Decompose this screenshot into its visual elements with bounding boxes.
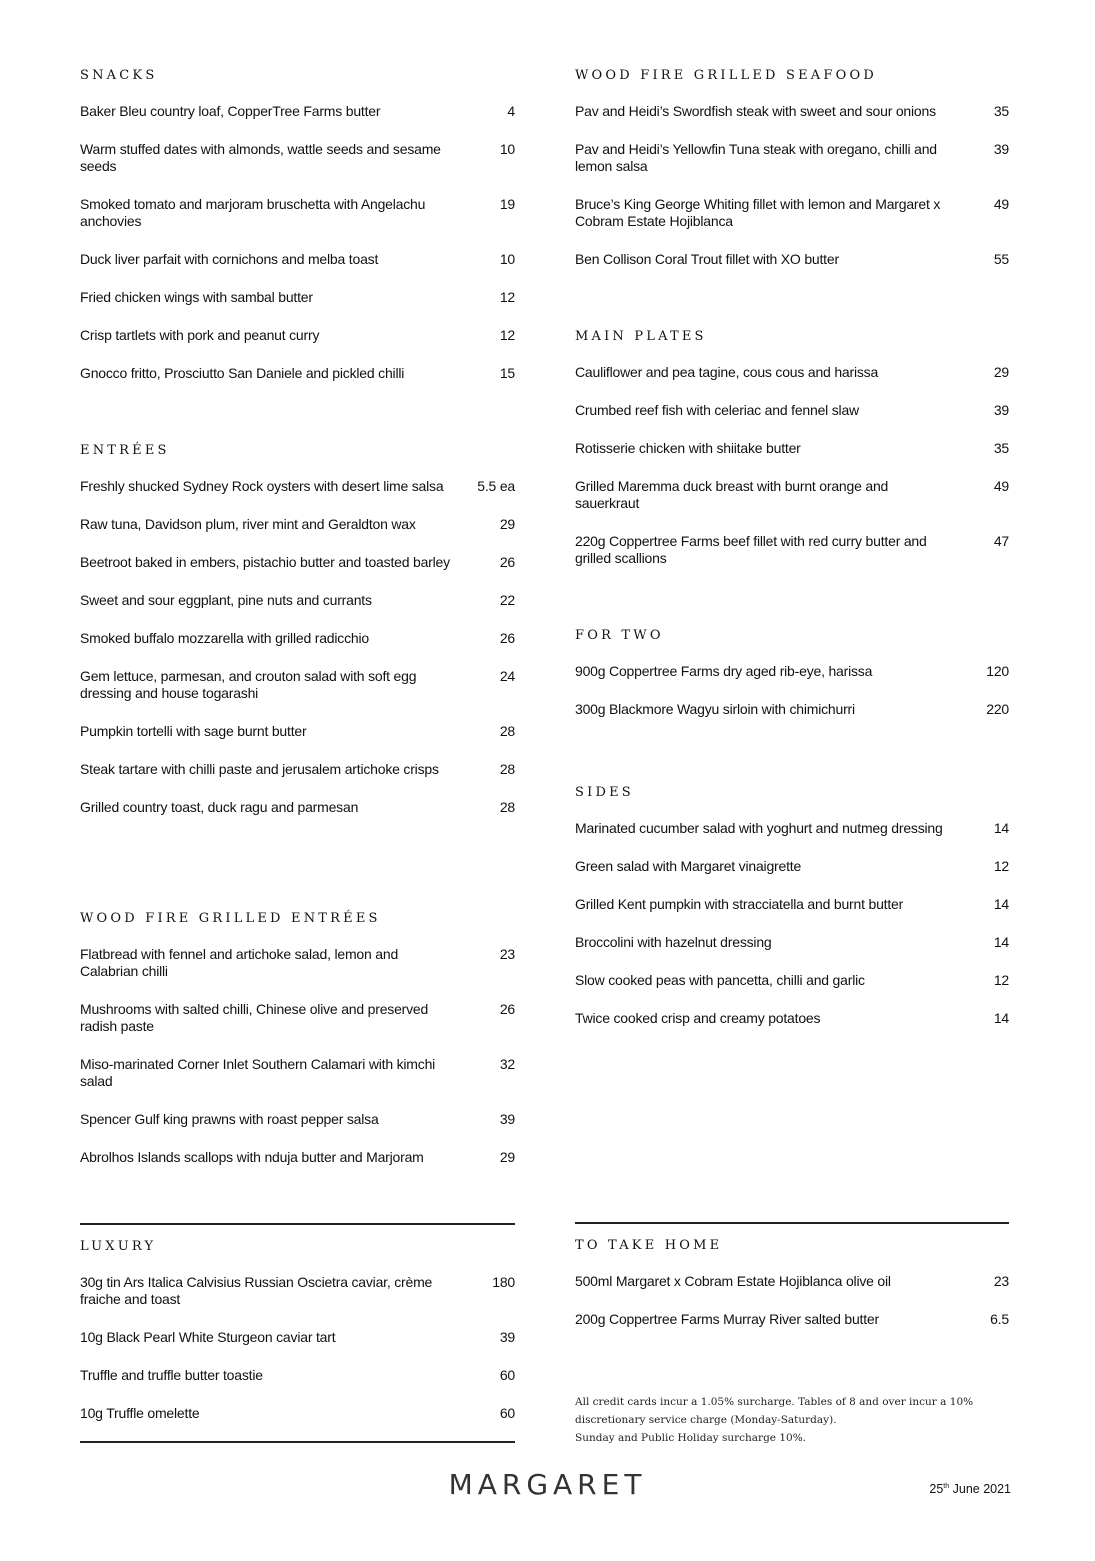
- menu-item: [575, 478, 1009, 512]
- menu-item: [80, 723, 515, 740]
- menu-item: [80, 1001, 515, 1035]
- menu-item: [80, 1329, 515, 1346]
- item-price: 19: [499, 196, 515, 212]
- menu-item: [80, 554, 515, 571]
- menu-item: [80, 1056, 515, 1090]
- menu-item: [80, 251, 515, 268]
- item-price: 29: [993, 364, 1009, 380]
- item-price: 26: [499, 554, 515, 570]
- menu-item: [80, 799, 515, 816]
- section-heading: WOOD FIRE GRILLED SEAFOOD: [575, 68, 877, 83]
- item-price: 14: [993, 1010, 1009, 1026]
- menu-item: [80, 630, 515, 647]
- item-price: 29: [499, 516, 515, 532]
- divider-rule: [575, 1222, 1009, 1224]
- item-name: Pumpkin tortelli with sage burnt butter: [80, 723, 307, 739]
- menu-date: [929, 1482, 1011, 1496]
- menu-item: [80, 1111, 515, 1128]
- item-price: 35: [993, 103, 1009, 119]
- section-entrees: [80, 442, 515, 837]
- item-name: 200g Coppertree Farms Murray River salted butter: [575, 1311, 879, 1327]
- item-price: 28: [499, 761, 515, 777]
- surcharge-note: [575, 1393, 995, 1447]
- menu-item: [575, 533, 1009, 567]
- item-price: 29: [499, 1149, 515, 1165]
- menu-items: [80, 103, 515, 382]
- section-heading: WOOD FIRE GRILLED ENTRÉES: [80, 911, 381, 926]
- menu-item: [80, 1405, 515, 1422]
- section-heading: FOR TWO: [575, 628, 664, 643]
- divider-rule: [80, 1223, 515, 1225]
- note-line: Sunday and Public Holiday surcharge 10%.: [575, 1432, 807, 1444]
- divider-rule: [80, 1441, 515, 1443]
- menu-items: [575, 364, 1009, 567]
- item-name: Abrolhos Islands scallops with nduja butter and Marjoram: [80, 1149, 424, 1165]
- menu-items: [80, 946, 515, 1166]
- date-rest: June 2021: [949, 1482, 1011, 1496]
- menu-item: [80, 103, 515, 120]
- item-name: Pav and Heidi’s Swordfish steak with sweet and sour onions: [575, 103, 936, 119]
- section-snacks: [80, 67, 515, 403]
- item-name: Cauliflower and pea tagine, cous cous and harissa: [575, 364, 879, 380]
- item-name: Gnocco fritto, Prosciutto San Daniele and pickled chilli: [80, 365, 405, 381]
- date-day: 25: [929, 1482, 944, 1496]
- item-price: 12: [499, 327, 515, 343]
- item-price: 60: [499, 1367, 515, 1383]
- section-heading: SNACKS: [80, 68, 158, 83]
- menu-item: [80, 365, 515, 382]
- menu-item: [575, 103, 1009, 120]
- menu-item: [80, 668, 515, 702]
- item-price: 22: [499, 592, 515, 608]
- item-name: Freshly shucked Sydney Rock oysters with desert lime salsa: [80, 478, 444, 494]
- item-name: Fried chicken wings with sambal butter: [80, 289, 313, 305]
- item-name: 300g Blackmore Wagyu sirloin with chimichurri: [575, 701, 855, 717]
- menu-item: [80, 478, 515, 495]
- menu-item: [575, 1010, 1009, 1027]
- menu-item: [575, 196, 1009, 230]
- menu-item: [575, 858, 1009, 875]
- menu-items: [80, 478, 515, 816]
- section-heading: TO TAKE HOME: [575, 1238, 723, 1253]
- section-luxury: [80, 1238, 515, 1443]
- item-price: 26: [499, 630, 515, 646]
- item-name: Gem lettuce, parmesan, and crouton salad with soft egg dressing and house togarashi: [80, 668, 417, 701]
- item-price: 12: [993, 858, 1009, 874]
- section-heading: SIDES: [575, 785, 634, 800]
- item-price: 28: [499, 723, 515, 739]
- item-name: Marinated cucumber salad with yoghurt and nutmeg dressing: [575, 820, 943, 836]
- item-price: 180: [492, 1274, 515, 1290]
- item-name: Raw tuna, Davidson plum, river mint and Geraldton wax: [80, 516, 416, 532]
- item-price: 14: [993, 820, 1009, 836]
- section-main-plates: [575, 328, 1009, 588]
- item-price: 14: [993, 934, 1009, 950]
- menu-item: [575, 1311, 1009, 1328]
- section-wood-fire-entrees: [80, 910, 515, 1187]
- item-price: 6.5: [990, 1311, 1009, 1327]
- menu-item: [80, 516, 515, 533]
- item-name: Beetroot baked in embers, pistachio butter and toasted barley: [80, 554, 450, 570]
- section-for-two: [575, 627, 1009, 739]
- menu-item: [80, 141, 515, 175]
- menu-item: [80, 592, 515, 609]
- section-sides: [575, 784, 1009, 1048]
- item-price: 15: [499, 365, 515, 381]
- item-price: 60: [499, 1405, 515, 1421]
- menu-item: [80, 761, 515, 778]
- item-price: 24: [499, 668, 515, 684]
- item-price: 28: [499, 799, 515, 815]
- item-name: 500ml Margaret x Cobram Estate Hojiblanca olive oil: [575, 1273, 891, 1289]
- item-name: Grilled country toast, duck ragu and parmesan: [80, 799, 359, 815]
- item-name: 220g Coppertree Farms beef fillet with red curry butter and grilled scallions: [575, 533, 927, 566]
- menu-item: [575, 701, 1009, 718]
- item-price: 10: [499, 251, 515, 267]
- item-name: Twice cooked crisp and creamy potatoes: [575, 1010, 821, 1026]
- menu-item: [575, 364, 1009, 381]
- item-name: Ben Collison Coral Trout fillet with XO butter: [575, 251, 839, 267]
- item-price: 39: [993, 402, 1009, 418]
- menu-item: [575, 820, 1009, 837]
- item-price: 14: [993, 896, 1009, 912]
- item-price: 39: [499, 1111, 515, 1127]
- item-price: 39: [993, 141, 1009, 157]
- note-line: All credit cards incur a 1.05% surcharge. Tables of 8 and over incur a 10%: [575, 1396, 974, 1408]
- menu-item: [575, 141, 1009, 175]
- item-name: Grilled Kent pumpkin with stracciatella and burnt butter: [575, 896, 904, 912]
- item-name: Pav and Heidi’s Yellowfin Tuna steak with oregano, chilli and lemon salsa: [575, 141, 937, 174]
- item-name: Crisp tartlets with pork and peanut curry: [80, 327, 320, 343]
- item-price: 12: [499, 289, 515, 305]
- item-name: 900g Coppertree Farms dry aged rib-eye, harissa: [575, 663, 873, 679]
- date-suffix: th: [943, 1482, 950, 1490]
- menu-items: [80, 1274, 515, 1422]
- menu-items: [575, 663, 1009, 718]
- item-name: Crumbed reef fish with celeriac and fennel slaw: [575, 402, 859, 418]
- item-name: Spencer Gulf king prawns with roast pepper salsa: [80, 1111, 379, 1127]
- brand-logo: MARGARET: [448, 1468, 647, 1501]
- item-name: Smoked buffalo mozzarella with grilled radicchio: [80, 630, 369, 646]
- section-heading: MAIN PLATES: [575, 329, 707, 344]
- section-take-home: [575, 1237, 1009, 1349]
- item-price: 26: [499, 1001, 515, 1017]
- item-price: 39: [499, 1329, 515, 1345]
- note-line: discretionary service charge (Monday-Saturday).: [575, 1414, 837, 1426]
- menu-items: [575, 103, 1009, 268]
- item-name: 10g Truffle omelette: [80, 1405, 200, 1421]
- item-price: 12: [993, 972, 1009, 988]
- menu-item: [80, 196, 515, 230]
- menu-item: [575, 896, 1009, 913]
- item-price: 49: [993, 478, 1009, 494]
- item-name: Flatbread with fennel and artichoke salad, lemon and Calabrian chilli: [80, 946, 399, 979]
- menu-item: [80, 946, 515, 980]
- item-name: Smoked tomato and marjoram bruschetta with Angelachu anchovies: [80, 196, 426, 229]
- item-name: 10g Black Pearl White Sturgeon caviar tart: [80, 1329, 336, 1345]
- menu-item: [575, 251, 1009, 268]
- menu-item: [575, 663, 1009, 680]
- item-price: 55: [993, 251, 1009, 267]
- menu-item: [80, 1274, 515, 1308]
- item-price: 10: [499, 141, 515, 157]
- item-price: 120: [986, 663, 1009, 679]
- item-price: 5.5 ea: [477, 478, 515, 494]
- item-name: Truffle and truffle butter toastie: [80, 1367, 263, 1383]
- item-name: Warm stuffed dates with almonds, wattle seeds and sesame seeds: [80, 141, 441, 174]
- item-price: 23: [499, 946, 515, 962]
- item-price: 32: [499, 1056, 515, 1072]
- menu-item: [575, 972, 1009, 989]
- item-name: Sweet and sour eggplant, pine nuts and currants: [80, 592, 372, 608]
- item-name: Baker Bleu country loaf, CopperTree Farms butter: [80, 103, 381, 119]
- item-price: 23: [993, 1273, 1009, 1289]
- item-name: Slow cooked peas with pancetta, chilli and garlic: [575, 972, 865, 988]
- menu-item: [575, 402, 1009, 419]
- item-name: Duck liver parfait with cornichons and melba toast: [80, 251, 379, 267]
- item-name: Rotisserie chicken with shiitake butter: [575, 440, 801, 456]
- item-name: Miso-marinated Corner Inlet Southern Calamari with kimchi salad: [80, 1056, 436, 1089]
- item-price: 4: [507, 103, 515, 119]
- item-price: 47: [993, 533, 1009, 549]
- item-price: 220: [986, 701, 1009, 717]
- menu-items: [575, 1273, 1009, 1328]
- menu-item: [575, 440, 1009, 457]
- item-name: Bruce’s King George Whiting fillet with lemon and Margaret x Cobram Estate Hojiblanca: [575, 196, 941, 229]
- item-price: 49: [993, 196, 1009, 212]
- menu-item: [80, 327, 515, 344]
- menu-item: [80, 289, 515, 306]
- menu-items: [575, 820, 1009, 1027]
- section-seafood: [575, 67, 1009, 289]
- menu-item: [575, 934, 1009, 951]
- item-price: 35: [993, 440, 1009, 456]
- item-name: Grilled Maremma duck breast with burnt orange and sauerkraut: [575, 478, 889, 511]
- item-name: Broccolini with hazelnut dressing: [575, 934, 772, 950]
- item-name: 30g tin Ars Italica Calvisius Russian Oscietra caviar, crème fraiche and toast: [80, 1274, 433, 1307]
- section-heading: ENTRÉES: [80, 443, 170, 458]
- menu-item: [80, 1149, 515, 1166]
- section-heading: LUXURY: [80, 1239, 157, 1254]
- menu-item: [80, 1367, 515, 1384]
- item-name: Steak tartare with chilli paste and jerusalem artichoke crisps: [80, 761, 439, 777]
- item-name: Green salad with Margaret vinaigrette: [575, 858, 802, 874]
- item-name: Mushrooms with salted chilli, Chinese olive and preserved radish paste: [80, 1001, 429, 1034]
- menu-item: [575, 1273, 1009, 1290]
